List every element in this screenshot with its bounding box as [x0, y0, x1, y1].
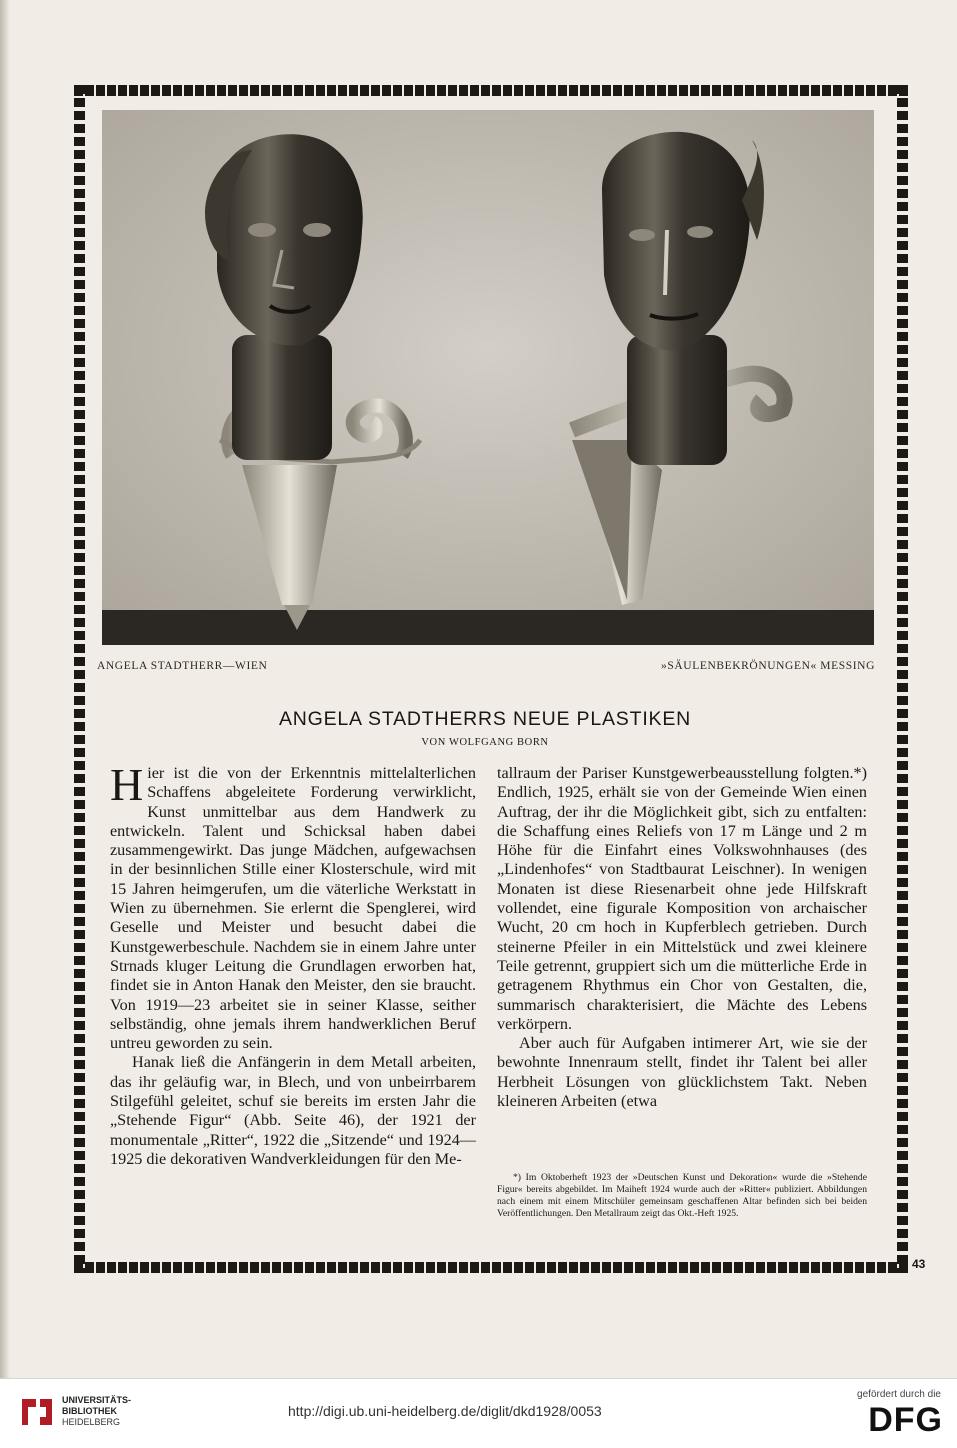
- text-column-left: [110, 759, 476, 1169]
- page-edge-shadow: [0, 0, 10, 1378]
- frame-right: [897, 85, 908, 1273]
- viewer-footer: [0, 1378, 957, 1448]
- drop-cap: H: [110, 759, 144, 810]
- paragraph-1-text: ier ist die von der Erkenntnis mittelalterlichen Schaffens abgeleitete Forderung verwirklicht, Kunst unmittelbar aus dem Handwerk zu entwickeln. Talent und Schicksal haben dabei zusammengewirkt. Das junge Mädchen, aufgewachsen in der besinnlichen Stille einer Klosterschule, wird mit 15 Jahren heimgerufen, um die väterliche Werkstatt in Wien zu übernehmen. Sie erlernt die Spenglerei, wird Geselle und Meister und besucht dabei die Kunstgewerbeschule. Nachdem sie in einem Jahre unter Strnads kluger Leitung die Grundlagen erworben hat, findet sie in Anton Hanak den Meister, den sie braucht. Von 1919—23 arbeitet sie in seiner Klasse, seither selbständig, ohne jemals ihrem handwerklichen Beruf untreu geworden zu sein.: [110, 764, 476, 1053]
- library-line-2: BIBLIOTHEK: [62, 1406, 117, 1416]
- text-column-right: [497, 764, 867, 1111]
- article-byline: VON WOLFGANG BORN: [421, 737, 549, 748]
- dfg-logo: DFG: [868, 1401, 943, 1439]
- paragraph-3: tallraum der Pariser Kunstgewerbeausstellung folgten.*) Endlich, 1925, erhält sie von der Gemeinde Wien einen Auftrag, der ihr die Möglichkeit gibt, sich zu entfalten: die Schaffung eines Reliefs von 17 m Länge und 2 m Höhe für die Einfahrt eines Volkswohnhauses (des „Lindenhofes“ von Stadtbaurat Leischner). In wenigen Monaten ist diese Riesenarbeit ohne jede Hilfskraft vollendet, eine figurale Komposition von archaischer Wucht, 20 cm hoch in Kupferblech getrieben. Durch steinerne Pfeiler in ein Mittelstück und zwei kleinere Teile getrennt, gruppiert sich um die mütterliche Erde in getragenem Rhythmus ein Chor von Gestalten, die, summarisch charakterisiert, die Mächte des Lebens verkörpern.: [497, 764, 867, 1033]
- sculpture-photo: [102, 110, 874, 645]
- library-name: [62, 1395, 131, 1428]
- sculpture-illustration: [102, 110, 874, 645]
- library-line-1: UNIVERSITÄTS-: [62, 1395, 132, 1405]
- source-url[interactable]: http://digi.ub.uni-heidelberg.de/diglit/dkd1928/0053: [288, 1403, 602, 1419]
- frame-bottom: [74, 1262, 908, 1273]
- caption-title: »SÄULENBEKRÖNUNGEN« MESSING: [661, 660, 875, 672]
- paragraph-4: Aber auch für Aufgaben intimerer Art, wie sie der bewohnte Innenraum stellt, findet ihr Talent bei aller Herbheit Lösungen von glücklichstem Takt. Neben kleineren Arbeiten (etwa: [497, 1034, 867, 1111]
- article-title: ANGELA STADTHERRS NEUE PLASTIKEN: [278, 708, 692, 730]
- paragraph-1: [110, 759, 476, 1053]
- paragraph-2: Hanak ließ die Anfängerin in dem Metall arbeiten, das ihr geläufig war, in Blech, und von unbeirrbarem Stilgefühl geleitet, schuf sie bereits im ersten Jahr die „Stehende Figur“ (Abb. Seite 46), der 1921 der monumentale „Ritter“, 1922 die „Sitzende“ und 1924—1925 die dekorativen Wandverkleidungen für den Me-: [110, 1053, 476, 1168]
- caption-artist: ANGELA STADTHERR—WIEN: [97, 660, 268, 672]
- university-logo-icon: [18, 1393, 56, 1431]
- frame-top: [74, 85, 908, 96]
- frame-left: [74, 85, 85, 1273]
- funding-note: gefördert durch die: [857, 1389, 941, 1400]
- footnote: *) Im Oktoberheft 1923 der »Deutschen Kunst und Dekoration« wurde die »Stehende Figur« bereits abgebildet. Im Maiheft 1924 wurde auch der »Ritter« publiziert. Abbildungen nach einem mit einem Mitschüler gemeinsam geschaffenen Altar befinden sich bei beiden Veröffentlichungen. Den Metallraum zeigt das Okt.-Heft 1925.: [497, 1172, 867, 1219]
- page-number: 43: [912, 1257, 926, 1271]
- library-line-3: HEIDELBERG: [62, 1417, 121, 1427]
